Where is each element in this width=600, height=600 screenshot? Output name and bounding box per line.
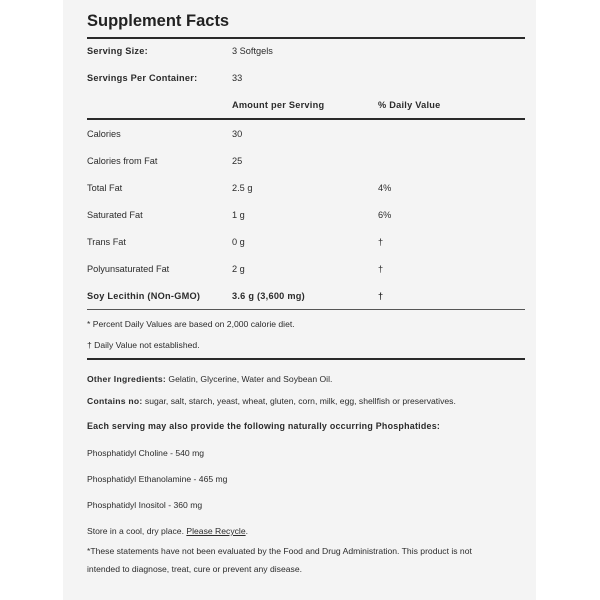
nutrient-name: Trans Fat [87, 237, 126, 247]
nutrient-name: Calories [87, 129, 121, 139]
column-headers [87, 100, 525, 116]
storage-period: . [245, 526, 248, 536]
nutrient-row [87, 183, 525, 199]
nutrient-name: Soy Lecithin (NOn-GMO) [87, 291, 201, 301]
panel-title: Supplement Facts [87, 12, 230, 30]
nutrient-amount: 2 g [232, 264, 245, 274]
storage-text: Store in a cool, dry place. [87, 526, 184, 536]
supplement-facts-panel [63, 0, 536, 600]
nutrient-row [87, 129, 525, 145]
nutrient-daily-value: 6% [378, 210, 392, 220]
footnote-daily-values: * Percent Daily Values are based on 2,000 calorie diet. [87, 319, 295, 329]
nutrients-divider [87, 309, 525, 310]
nutrient-row [87, 156, 525, 172]
nutrient-row [87, 237, 525, 253]
nutrient-daily-value: † [378, 237, 384, 247]
fda-disclaimer-line-1: *These statements have not been evaluated by the Food and Drug Administration. This product is not [87, 546, 472, 556]
nutrient-daily-value: 4% [378, 183, 392, 193]
servings-per-container-value: 33 [232, 73, 243, 83]
nutrient-amount: 2.5 g [232, 183, 253, 193]
nutrient-name: Polyunsaturated Fat [87, 264, 170, 274]
nutrient-daily-value: † [378, 291, 384, 301]
contains-no-label: Contains no: [87, 396, 143, 406]
serving-size-value: 3 Softgels [232, 46, 273, 56]
contains-no-text: sugar, salt, starch, yeast, wheat, gluten, corn, milk, egg, shellfish or preservatives. [144, 396, 456, 406]
fda-disclaimer-line-2: intended to diagnose, treat, cure or prevent any disease. [87, 564, 302, 574]
contains-no [87, 396, 527, 406]
amount-header: Amount per Serving [232, 100, 325, 110]
footnote-not-established: † Daily Value not established. [87, 340, 200, 350]
serving-size-row [87, 46, 525, 62]
nutrient-amount: 0 g [232, 237, 245, 247]
servings-per-container-row [87, 73, 525, 89]
nutrient-row-highlight [87, 291, 525, 307]
other-ingredients-label: Other Ingredients: [87, 374, 166, 384]
storage-instructions [87, 526, 527, 536]
other-ingredients [87, 374, 527, 384]
header-divider [87, 118, 525, 120]
nutrient-amount: 1 g [232, 210, 245, 220]
title-divider [87, 37, 525, 39]
daily-value-header: % Daily Value [378, 100, 441, 110]
other-ingredients-text: Gelatin, Glycerine, Water and Soybean Oil. [168, 374, 333, 384]
nutrient-amount: 25 [232, 156, 243, 166]
nutrient-name: Calories from Fat [87, 156, 158, 166]
footnotes-divider [87, 358, 525, 360]
phosphatide-item: Phosphatidyl Choline - 540 mg [87, 448, 205, 458]
nutrient-amount: 3.6 g (3,600 mg) [232, 291, 305, 301]
servings-per-container-label: Servings Per Container: [87, 73, 198, 83]
nutrient-daily-value: † [378, 264, 384, 274]
nutrient-name: Saturated Fat [87, 210, 143, 220]
nutrient-name: Total Fat [87, 183, 123, 193]
phosphatide-item: Phosphatidyl Ethanolamine - 465 mg [87, 474, 228, 484]
recycle-link[interactable]: Please Recycle [186, 526, 246, 536]
nutrient-row [87, 210, 525, 226]
nutrient-amount: 30 [232, 129, 243, 139]
phosphatide-item: Phosphatidyl Inositol - 360 mg [87, 500, 203, 510]
serving-size-label: Serving Size: [87, 46, 148, 56]
nutrient-row [87, 264, 525, 280]
phosphatides-heading: Each serving may also provide the following naturally occurring Phosphatides: [87, 421, 441, 431]
